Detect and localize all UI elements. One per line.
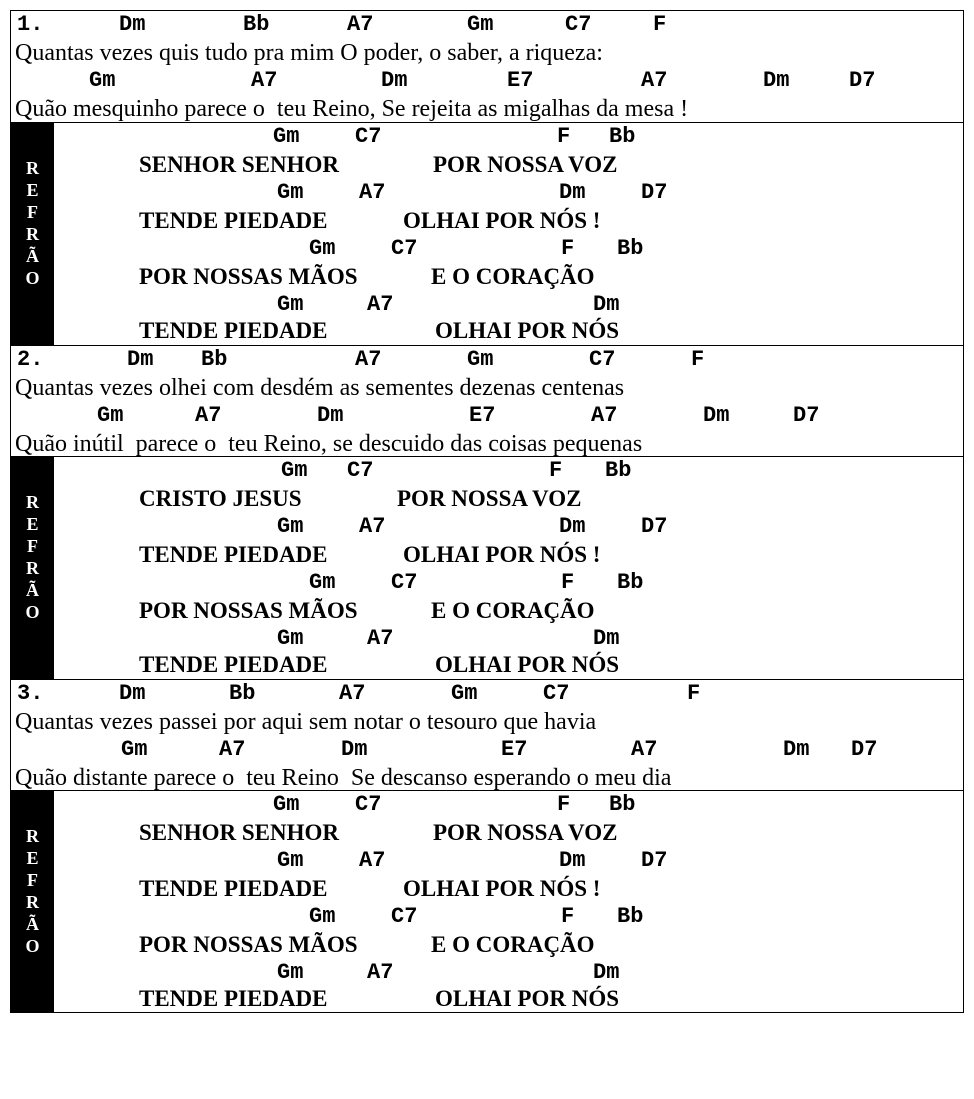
refrain-letter: F: [27, 536, 38, 556]
refrain-text: POR NOSSAS MÃOS: [139, 932, 358, 957]
chord: Dm: [127, 347, 154, 372]
chord: Gm: [451, 681, 478, 706]
chord: E7: [469, 403, 496, 428]
chord: Bb: [617, 904, 644, 929]
chord: Gm: [309, 236, 336, 261]
chord: Gm: [277, 626, 304, 651]
song-sheet: [10, 10, 964, 1013]
chord: A7: [359, 514, 386, 539]
refrain-1-chord-line-4: [11, 291, 963, 319]
refrain-1-text-line-4: [11, 317, 963, 345]
refrain-2-chord-line-3: [11, 569, 963, 597]
chord: Dm: [559, 848, 586, 873]
refrain-letter: F: [27, 870, 38, 890]
verse-3-chord-line-1: [11, 680, 963, 708]
refrain-text: POR NOSSA VOZ: [397, 486, 582, 511]
refrain-text: POR NOSSAS MÃOS: [139, 264, 358, 289]
chord: Gm: [277, 514, 304, 539]
verse-1-lyric-line-1: Quantas vezes quis tudo pra mim O poder, o saber, a riqueza:: [15, 40, 603, 66]
chord: Gm: [273, 124, 300, 149]
refrain-text: POR NOSSA VOZ: [433, 152, 618, 177]
chord: D7: [793, 403, 820, 428]
verse-1-chord-line-1: [11, 11, 963, 39]
chord: Gm: [277, 180, 304, 205]
verse-2-chord-line-1: [11, 346, 963, 374]
refrain-letter: F: [27, 202, 38, 222]
verse-2-lyric-line-1: Quantas vezes olhei com desdém as sementes dezenas centenas: [15, 375, 625, 401]
refrain-text: TENDE PIEDADE: [139, 986, 328, 1011]
chord: A7: [219, 737, 246, 762]
chord: Dm: [381, 68, 408, 93]
chord: Bb: [201, 347, 228, 372]
refrain-2-text-line-4: [11, 651, 963, 679]
chord: C7: [391, 570, 418, 595]
refrain-3-text-line-3: [11, 931, 963, 959]
chord: Gm: [281, 458, 308, 483]
refrain-letter: R: [26, 892, 39, 912]
refrain-letter: Ã: [26, 580, 39, 600]
chord: A7: [251, 68, 278, 93]
chord: A7: [355, 347, 382, 372]
chord: Bb: [229, 681, 256, 706]
refrain-text: E O CORAÇÃO: [431, 932, 595, 957]
chord: F: [557, 792, 571, 817]
refrain-letter: E: [26, 514, 39, 534]
refrain-1-text-line-3: [11, 263, 963, 291]
chord: Dm: [317, 403, 344, 428]
refrain-letter: E: [26, 848, 39, 868]
refrain-letter: R: [26, 558, 39, 578]
refrain-text: OLHAI POR NÓS !: [403, 208, 601, 233]
chord: Dm: [593, 292, 620, 317]
chord: C7: [589, 347, 616, 372]
chord: F: [549, 458, 563, 483]
chord: Bb: [617, 570, 644, 595]
refrain-letter: R: [26, 826, 39, 846]
refrain-3-chord-line-1: [11, 791, 963, 819]
verse-number: 2.: [17, 347, 44, 372]
chord: Bb: [609, 792, 636, 817]
refrain-1-chord-line-3: [11, 235, 963, 263]
refrain-text: TENDE PIEDADE: [139, 652, 328, 677]
chord: C7: [565, 12, 592, 37]
refrain-text: OLHAI POR NÓS: [435, 652, 620, 677]
chord: C7: [355, 792, 382, 817]
chord: C7: [543, 681, 570, 706]
chord: Dm: [341, 737, 368, 762]
chord: F: [691, 347, 705, 372]
chord: Gm: [467, 347, 494, 372]
refrain-3-chord-line-4: [11, 959, 963, 987]
chord: C7: [355, 124, 382, 149]
chord: F: [561, 236, 575, 261]
verse-1-chord-line-2: [11, 67, 963, 95]
refrain-letter: R: [26, 224, 39, 244]
chord: E7: [501, 737, 528, 762]
chord: D7: [641, 848, 668, 873]
chord: A7: [367, 292, 394, 317]
chord: A7: [339, 681, 366, 706]
refrain-letter: Ã: [26, 246, 39, 266]
refrain-text: OLHAI POR NÓS: [435, 986, 620, 1011]
refrain-letter: O: [25, 602, 40, 622]
chord: F: [561, 570, 575, 595]
verse-3-chord-line-2: [11, 736, 963, 764]
refrain-text: TENDE PIEDADE: [139, 318, 328, 343]
refrain-text: CRISTO JESUS: [139, 486, 302, 511]
chord: F: [557, 124, 571, 149]
refrain-text: OLHAI POR NÓS !: [403, 542, 601, 567]
refrain-3-text-line-4: [11, 985, 963, 1013]
verse-3-lyric-line-2: Quão distante parece o teu Reino Se descanso esperando o meu dia: [15, 765, 672, 791]
verse-number: 3.: [17, 681, 44, 706]
chord: D7: [641, 180, 668, 205]
verse-3-lyric-line-1: Quantas vezes passei por aqui sem notar o tesouro que havia: [15, 709, 597, 735]
chord: F: [653, 12, 667, 37]
refrain-2-text-line-1: [11, 485, 963, 513]
chord: D7: [851, 737, 878, 762]
chord: D7: [641, 514, 668, 539]
chord: Gm: [309, 904, 336, 929]
chord: Dm: [593, 626, 620, 651]
chord: Dm: [763, 68, 790, 93]
chord: Dm: [703, 403, 730, 428]
chord: Bb: [243, 12, 270, 37]
refrain-2-chord-line-2: [11, 513, 963, 541]
chord: Dm: [559, 514, 586, 539]
refrain-letter: E: [26, 180, 39, 200]
chord: A7: [631, 737, 658, 762]
refrain-text: SENHOR SENHOR: [139, 820, 340, 845]
chord: F: [687, 681, 701, 706]
chord: Dm: [593, 960, 620, 985]
chord: Dm: [119, 681, 146, 706]
refrain-text: E O CORAÇÃO: [431, 264, 595, 289]
refrain-3-chord-line-3: [11, 903, 963, 931]
chord: A7: [591, 403, 618, 428]
verse-1-lyric-line-2: Quão mesquinho parece o teu Reino, Se rejeita as migalhas da mesa !: [15, 96, 689, 122]
refrain-text: OLHAI POR NÓS: [435, 318, 620, 343]
chord: Gm: [309, 570, 336, 595]
chord: F: [561, 904, 575, 929]
refrain-letter: R: [26, 158, 39, 178]
chord: Gm: [467, 12, 494, 37]
chord: A7: [347, 12, 374, 37]
chord: C7: [391, 236, 418, 261]
verse-2-chord-line-2: [11, 402, 963, 430]
chord: A7: [195, 403, 222, 428]
chord: Dm: [783, 737, 810, 762]
chord: C7: [391, 904, 418, 929]
refrain-1-text-line-1: [11, 151, 963, 179]
verse-number: 1.: [17, 12, 44, 37]
chord: Gm: [277, 848, 304, 873]
refrain-3-text-line-2: [11, 875, 963, 903]
refrain-text: SENHOR SENHOR: [139, 152, 340, 177]
chord: Dm: [559, 180, 586, 205]
chord: E7: [507, 68, 534, 93]
verse-2-lyric-line-2: Quão inútil parece o teu Reino, se descuido das coisas pequenas: [15, 431, 643, 457]
chord: Gm: [277, 960, 304, 985]
chord: C7: [347, 458, 374, 483]
chord: Gm: [121, 737, 148, 762]
chord: Bb: [609, 124, 636, 149]
refrain-1-text-line-2: [11, 207, 963, 235]
refrain-2-chord-line-1: [11, 457, 963, 485]
refrain-3-text-line-1: [11, 819, 963, 847]
refrain-text: TENDE PIEDADE: [139, 208, 328, 233]
chord: A7: [359, 180, 386, 205]
chord: Gm: [273, 792, 300, 817]
chord: Bb: [605, 458, 632, 483]
refrain-3-chord-line-2: [11, 847, 963, 875]
refrain-text: POR NOSSAS MÃOS: [139, 598, 358, 623]
refrain-text: TENDE PIEDADE: [139, 876, 328, 901]
refrain-text: POR NOSSA VOZ: [433, 820, 618, 845]
refrain-letter: R: [26, 492, 39, 512]
refrain-2-chord-line-4: [11, 625, 963, 653]
refrain-2-text-line-3: [11, 597, 963, 625]
chord: Gm: [277, 292, 304, 317]
chord: Gm: [89, 68, 116, 93]
chord: A7: [359, 848, 386, 873]
refrain-text: OLHAI POR NÓS !: [403, 876, 601, 901]
refrain-letter: O: [25, 268, 40, 288]
chord: A7: [641, 68, 668, 93]
refrain-text: TENDE PIEDADE: [139, 542, 328, 567]
refrain-1-chord-line-1: [11, 123, 963, 151]
chord: D7: [849, 68, 876, 93]
chord: Dm: [119, 12, 146, 37]
refrain-letter: Ã: [26, 914, 39, 934]
chord: A7: [367, 960, 394, 985]
refrain-text: E O CORAÇÃO: [431, 598, 595, 623]
refrain-1-chord-line-2: [11, 179, 963, 207]
chord: Bb: [617, 236, 644, 261]
refrain-2-text-line-2: [11, 541, 963, 569]
chord: A7: [367, 626, 394, 651]
chord: Gm: [97, 403, 124, 428]
refrain-letter: O: [25, 936, 40, 956]
